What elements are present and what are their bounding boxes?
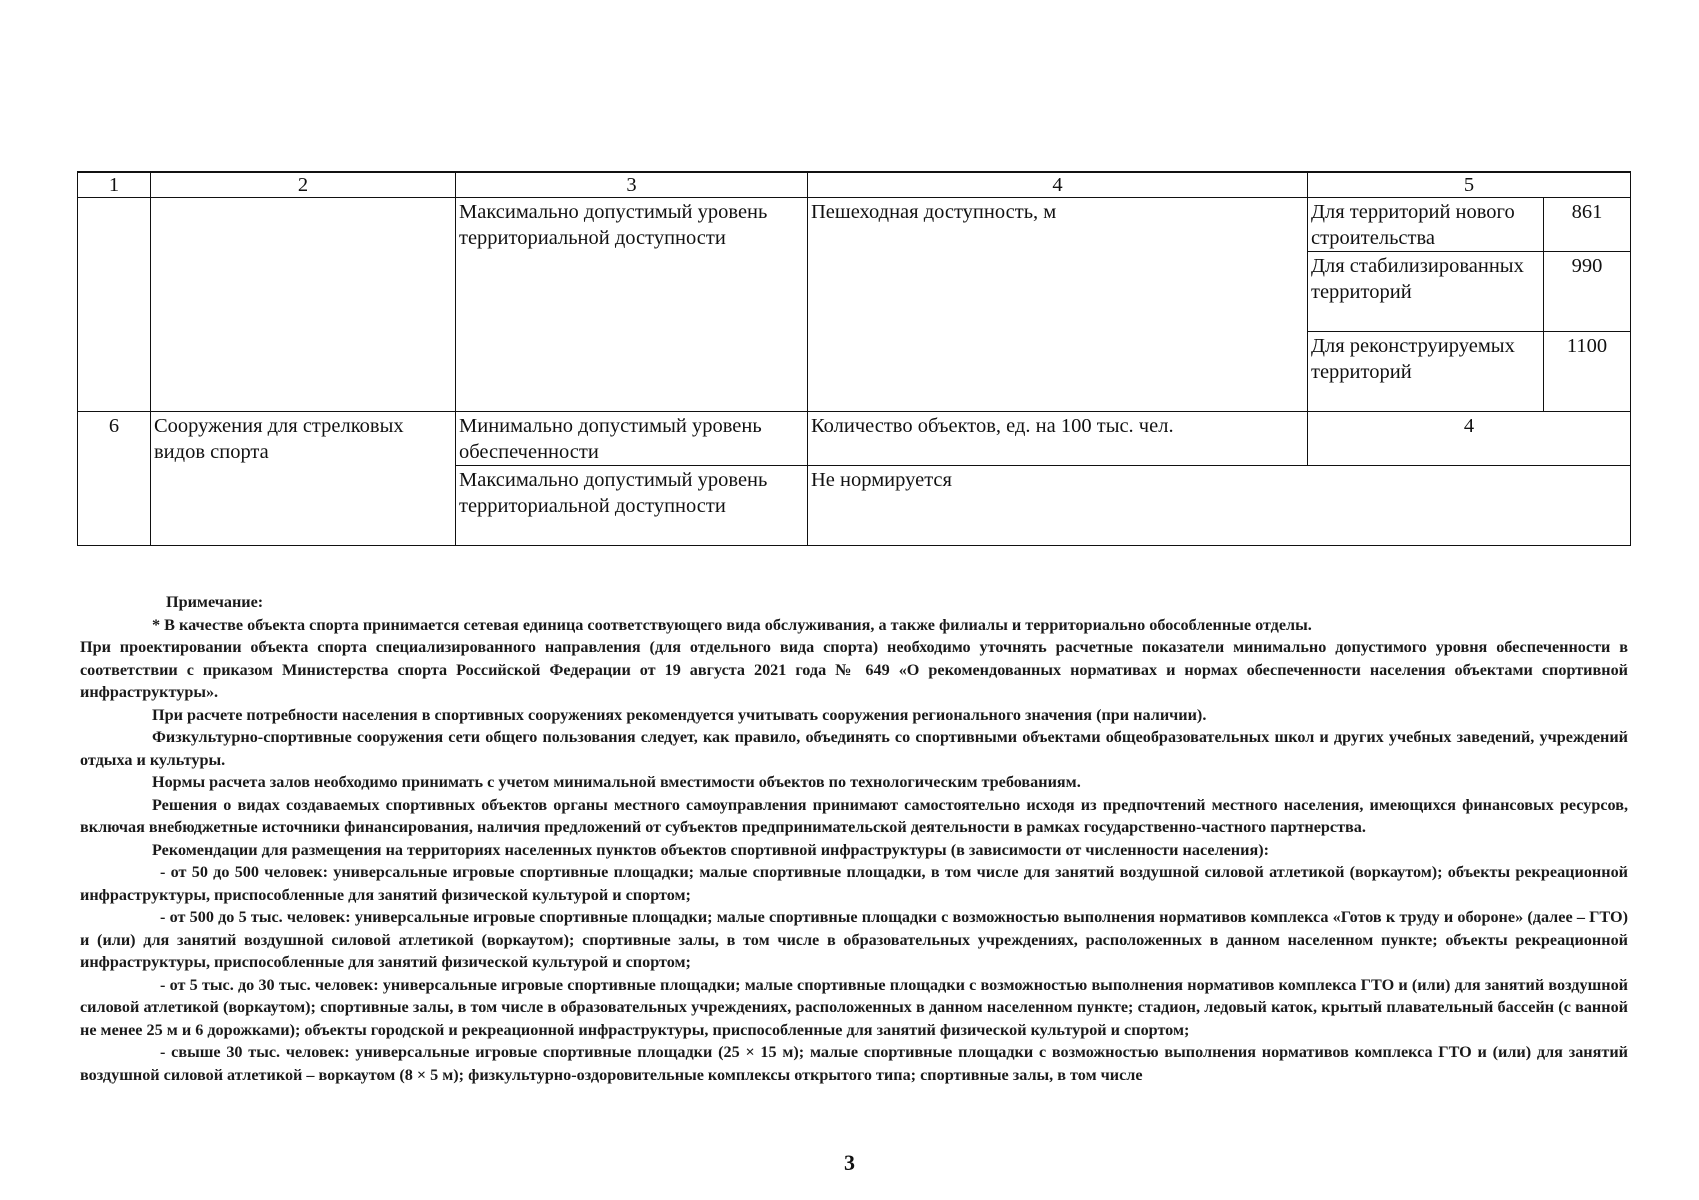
- cell-value: 4: [1308, 412, 1631, 466]
- cell-sub-label: Для стабилизированных территорий: [1308, 252, 1544, 332]
- cell-sub-value: 990: [1544, 252, 1631, 332]
- cell-num-empty: [78, 198, 151, 412]
- page-number: 3: [844, 1150, 855, 1175]
- header-col-1: 1: [78, 172, 151, 198]
- note-paragraph: - от 500 до 5 тыс. человек: универсальные игровые спортивные площадки; малые спортивные площадки с возможностью выполнения нормативов комплекса «Готов к труду и обороне» (далее – ГТО) и (или) для занятий воздушной силовой атлетикой (воркаутом); спортивные залы, в том числе в образовательных учреждениях, расположенных в данном населенном пункте; объекты рекреационной инфраструктуры, приспособленные для занятий физической культурой и спортом;: [80, 908, 1628, 971]
- table-row: [78, 412, 1631, 466]
- header-col-5: 5: [1308, 172, 1631, 198]
- cell-num: 6: [78, 412, 151, 546]
- header-col-4: 4: [808, 172, 1308, 198]
- note-paragraph: - свыше 30 тыс. человек: универсальные игровые спортивные площадки (25 × 15 м); малые спортивные площадки с возможностью выполнения нормативов комплекса ГТО и (или) для занятий воздушной силовой атлетикой – воркаутом (8 × 5 м); физкультурно-оздоровительные комплексы открытого типа; спортивные залы, в том числе: [80, 1043, 1628, 1084]
- note-paragraph: - от 50 до 500 человек: универсальные игровые спортивные площадки; малые спортивные площадки, в том числе для занятий воздушной силовой атлетикой (воркаутом); объекты рекреационной инфраструктуры, приспособленные для занятий физической культурой и спортом;: [80, 863, 1628, 904]
- note-paragraph: При расчете потребности населения в спортивных сооружениях рекомендуется учитывать сооружения регионального значения (при наличии).: [152, 705, 1207, 724]
- note-paragraph: Нормы расчета залов необходимо принимать с учетом минимальной вместимости объектов по технологическим требованиям.: [152, 773, 1081, 791]
- note-paragraph: Решения о видах создаваемых спортивных объектов органы местного самоуправления принимают самостоятельно исходя из предпочтений местного населения, имеющихся финансовых ресурсов, включая внебюджетные источники финансирования, наличия предложений от субъектов предпринимательской деятельности в рамках государственно-частного партнерства.: [80, 795, 1628, 836]
- header-col-2: 2: [151, 172, 456, 198]
- cell-object-empty: [151, 198, 456, 412]
- note-paragraph: Рекомендации для размещения на территориях населенных пунктов объектов спортивной инфраструктуры (в зависимости от численности населения):: [152, 840, 1269, 859]
- header-col-3: 3: [456, 172, 808, 198]
- cell-indicator: Максимально допустимый уровень территориальной доступности: [456, 466, 808, 546]
- note-paragraph: * В качестве объекта спорта принимается сетевая единица соответствующего вида обслуживания, а также филиалы и территориально обособленные отделы.: [152, 615, 1312, 634]
- cell-indicator: Максимально допустимый уровень территориальной доступности: [456, 198, 808, 412]
- cell-measure: Пешеходная доступность, м: [808, 198, 1308, 412]
- cell-measure: Не нормируется: [808, 466, 1631, 546]
- note-paragraph: Физкультурно-спортивные сооружения сети общего пользования следует, как правило, объединять со спортивными объектами общеобразовательных школ и других учебных заведений, учреждений отдыха и культуры.: [80, 728, 1628, 769]
- notes-section: [80, 591, 1628, 1086]
- cell-measure: Количество объектов, ед. на 100 тыс. чел.: [808, 412, 1308, 466]
- header-row: [78, 172, 1631, 198]
- cell-sub-value: 861: [1544, 198, 1631, 252]
- norms-table: [77, 171, 1631, 546]
- table-row: [78, 198, 1631, 252]
- cell-object: Сооружения для стрелковых видов спорта: [151, 412, 456, 546]
- cell-sub-value: 1100: [1544, 332, 1631, 412]
- cell-sub-label: Для территорий нового строительства: [1308, 198, 1544, 252]
- note-paragraph: При проектировании объекта спорта специализированного направления (для отдельного вида спорта) необходимо уточнять расчетные показатели минимально допустимого уровня обеспеченности в соответствии с приказом Министерства спорта Российской Федерации от 19 августа 2021 года № 649 «О рекомендованных нормативах и нормах обеспеченности населения объектами спортивной инфраструктуры».: [80, 638, 1628, 701]
- note-paragraph: - от 5 тыс. до 30 тыс. человек: универсальные игровые спортивные площадки; малые спортивные площадки с возможностью выполнения нормативов комплекса ГТО и (или) для занятий воздушной силовой атлетикой (воркаутом); спортивные залы, в том числе в образовательных учреждениях, расположенных в данном населенном пункте; стадион, ледовый каток, крытый плавательный бассейн (с ванной не менее 25 м и 6 дорожками); объекты городской и рекреационной инфраструктуры, приспособленные для занятий физической культурой и спортом;: [80, 975, 1628, 1039]
- cell-sub-label: Для реконструируемых территорий: [1308, 332, 1544, 412]
- cell-indicator: Минимально допустимый уровень обеспеченности: [456, 412, 808, 466]
- notes-title: Примечание:: [166, 593, 264, 611]
